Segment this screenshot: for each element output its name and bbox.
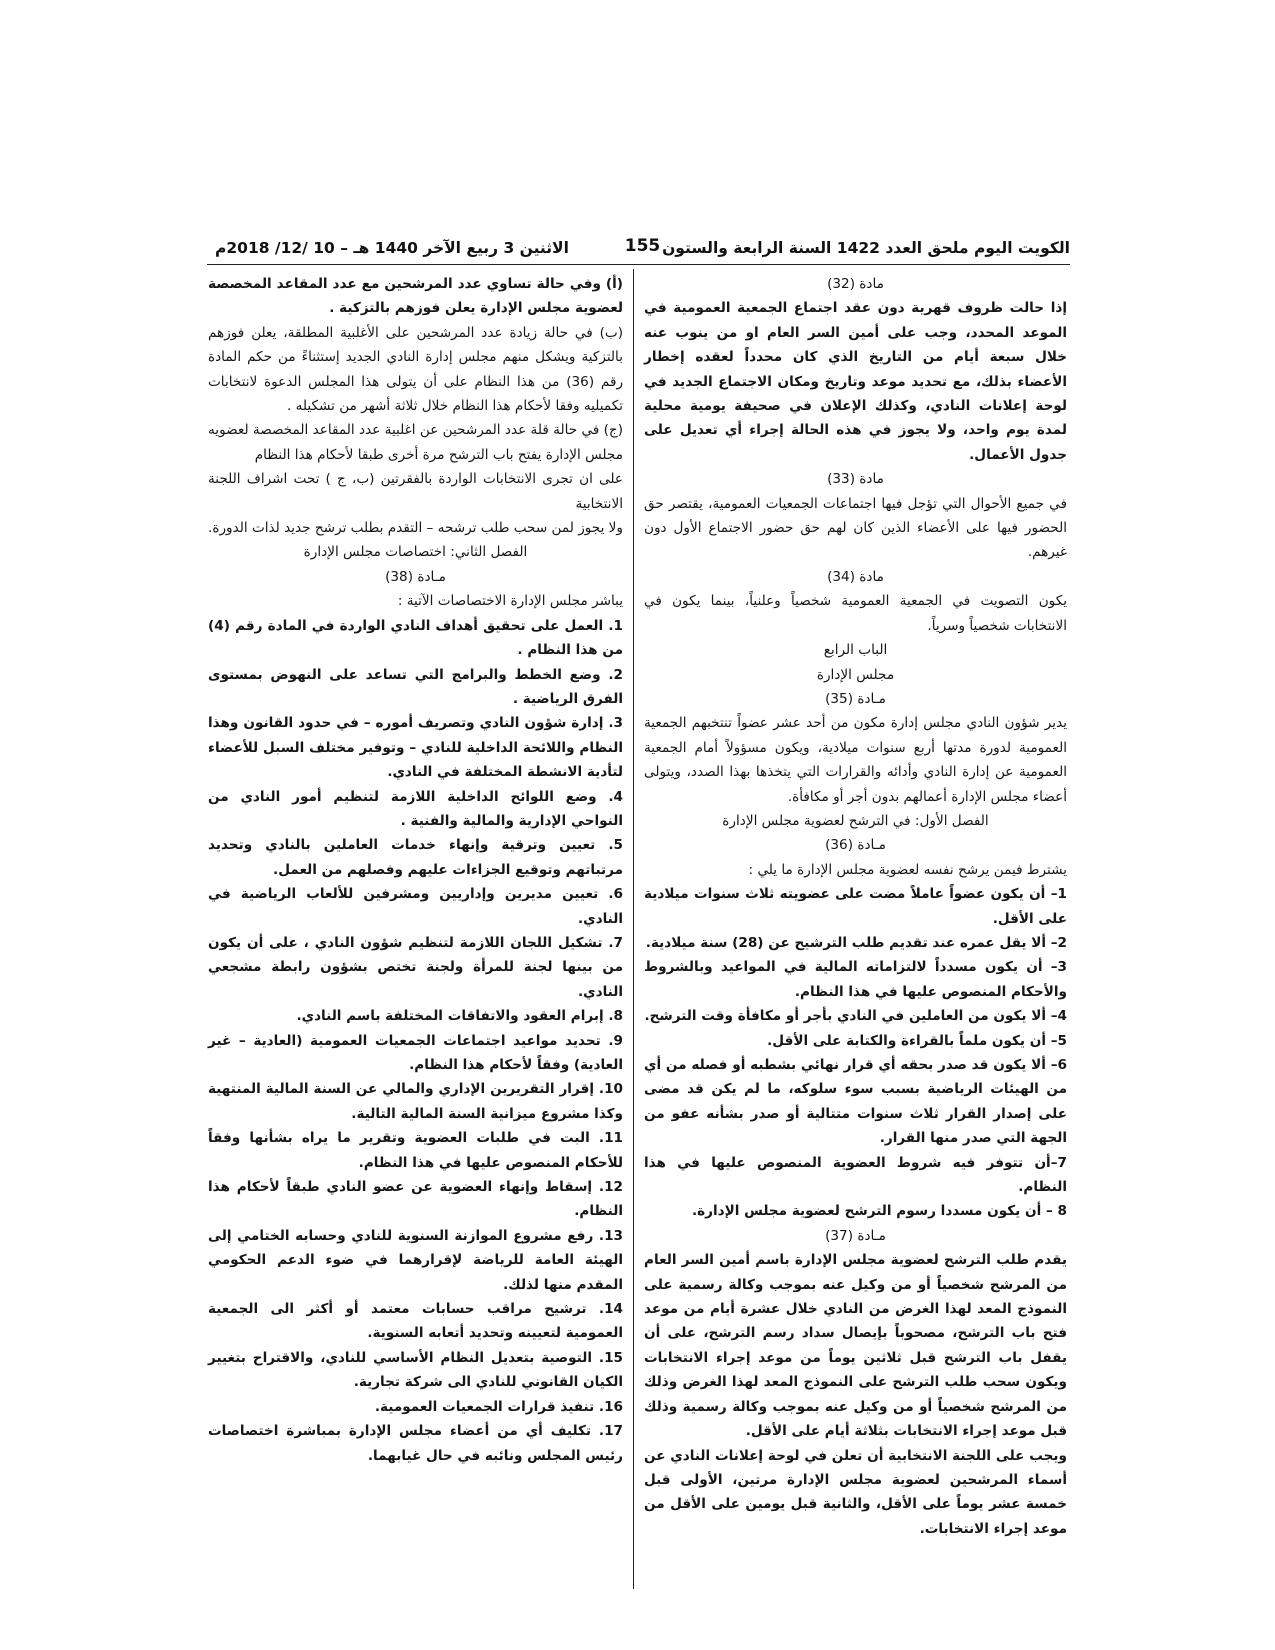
page-number: 155 bbox=[624, 236, 661, 256]
paragraph: يكون التصويت في الجمعية العمومية شخصياً وعلنياً، بينما يكون في الانتخابات شخصياً وسرياً. bbox=[644, 593, 1067, 634]
header-publication: الكويت اليوم ملحق العدد 1422 السنة الرابعة والستون bbox=[662, 239, 1070, 257]
paragraph: 4– ألا يكون من العاملين في النادي بأجر أو مكافأة وقت الترشح. bbox=[644, 1008, 1067, 1025]
paragraph: 10. إقرار التقريرين الإداري والمالي عن السنة المالية المنتهية وكذا مشروع ميزانية السنة المالية التالية. bbox=[208, 1081, 623, 1122]
paragraph: 8. إبرام العقود والاتفاقات المختلفة باسم النادي. bbox=[296, 1008, 623, 1025]
left-column bbox=[208, 272, 623, 1468]
paragraph: 17. تكليف أي من أعضاء مجلس الإدارة بمباشرة اختصاصات رئيس المجلس ونائبه في حال غيابهما. bbox=[208, 1423, 623, 1464]
section-heading: مـادة (38) bbox=[385, 568, 446, 585]
paragraph: 4. وضع اللوائح الداخلية اللازمة لتنظيم أمور النادي من النواحي الإدارية والمالية والفنية . bbox=[208, 788, 623, 829]
section-heading: مادة (34) bbox=[827, 568, 884, 585]
header-rule bbox=[207, 264, 1070, 265]
section-heading: مجلس الإدارة bbox=[816, 666, 895, 683]
paragraph: 2. وضع الخطط والبرامج التي تساعد على النهوض بمستوى الفرق الرياضية . bbox=[208, 666, 623, 707]
paragraph: 7. تشكيل اللجان اللازمة لتنظيم شؤون النادي ، على أن يكون من بينها لجنة للمرأة ولجنة تختص بشؤون رابطة مشجعي النادي. bbox=[208, 934, 623, 1000]
section-heading: مـادة (36) bbox=[825, 837, 886, 854]
section-heading: الفصل الأول: في الترشح لعضوية مجلس الإدارة bbox=[722, 812, 989, 829]
section-heading: مادة (33) bbox=[827, 471, 884, 488]
paragraph: 8 – أن يكون مسددا رسوم الترشح لعضوية مجلس الإدارة. bbox=[691, 1203, 1067, 1220]
paragraph: (أ) وفي حالة تساوي عدد المرشحين مع عدد المقاعد المخصصة لعضوية مجلس الإدارة يعلن فوزهم بالتزكية . bbox=[208, 276, 623, 317]
paragraph: (ب) في حالة زيادة عدد المرشحين على الأغلبية المطلقة، يعلن فوزهم بالتزكية ويشكل منهم مجلس إدارة النادي الجديد إستثناءً من حكم المادة رقم (36) من هذا النظام على أن يتولى هذا المجلس الدعوة لانتخابات تكميليه وفقا لأحكام هذا النظام خلال ثلاثة أشهر من تشكيله . bbox=[208, 324, 624, 415]
paragraph: في جميع الأحوال التي تؤجل فيها اجتماعات الجمعيات العمومية، يقتصر حق الحضور فيها على الأعضاء الذين كان لهم حق حضور الاجتماع الأول دون غيرهم. bbox=[644, 495, 1067, 561]
paragraph: 6. تعيين مديرين وإداريين ومشرفين للألعاب الرياضية في النادي. bbox=[208, 886, 623, 927]
paragraph: 5– أن يكون ملماً بالقراءة والكتابة على الأقل. bbox=[767, 1032, 1067, 1049]
paragraph: يقدم طلب الترشح لعضوية مجلس الإدارة باسم أمين السر العام من المرشح شخصياً أو من وكيل عنه بموجب وكالة رسمية على النموذج المعد لهذا الغرض من النادي خلال عشرة أيام من موعد فتح باب الترشح، مصحوباً بإيصال سداد رسم الترشح، على أن يقفل باب الترشح قبل ثلاثين يوماً من موعد إجراء الانتخابات ويكون سحب طلب الترشح على النموذج المعد لهذا الغرض وذلك من المرشح شخصياً أو من وكيل عنه بموجب وكالة رسمية وذلك قبل موعد إجراء الانتخابات بثلاثة أيام على الأقل. bbox=[644, 1252, 1067, 1440]
paragraph: (ج) في حالة قلة عدد المرشحين عن اغلبية عدد المقاعد المخصصة لعضويه مجلس الإدارة يفتح باب الترشح مرة أخرى طبقا لأحكام هذا النظام bbox=[208, 422, 623, 463]
section-heading: الباب الرابع bbox=[823, 642, 888, 659]
paragraph: يدير شؤون النادي مجلس إدارة مكون من أحد عشر عضواً تنتخبهم الجمعية العمومية لدورة مدتها أربع سنوات ميلادية، ويكون مسؤولاً أمام الجمعية العمومية عن إدارة النادي وأدائه والقرارات التي يتخذها بهذا الصدد، ويتولى أعضاء مجلس الإدارة أعمالهم بدون أجر أو مكافأة. bbox=[644, 715, 1067, 805]
paragraph: ويجب على اللجنة الانتخابية أن تعلن في لوحة إعلانات النادي عن أسماء المرشحين لعضوية مجلس الإدارة مرتين، الأولى قبل خمسة عشر يوماً على الأقل، والثانية قبل يومين على الأقل من موعد إجراء الانتخابات. bbox=[644, 1447, 1067, 1537]
paragraph: 3– أن يكون مسدداً لالتزاماته المالية في المواعيد وبالشروط والأحكام المنصوص عليها في هذا النظام. bbox=[644, 959, 1067, 1000]
paragraph: 3. إدارة شؤون النادي وتصريف أموره – في حدود القانون وهذا النظام واللائحة الداخلية للنادي – وتوفير مختلف السبل للأعضاء لتأدية الانشطة المختلفة في النادي. bbox=[208, 715, 623, 781]
section-heading: مـادة (37) bbox=[825, 1227, 886, 1244]
right-column bbox=[644, 272, 1067, 1541]
paragraph: إذا حالت ظروف قهرية دون عقد اجتماع الجمعية العمومية في الموعد المحدد، وجب على أمين السر العام او من ينوب عنه خلال سبعة أيام من التاريخ الذي كان محدداً لعقده إخطار الأعضاء بذلك، مع تحديد موعد وتاريخ ومكان الاجتماع الجديد في لوحة إعلانات النادي، وكذلك الإعلان في صحيفة يومية محلية لمدة يوم واحد، ولا يجوز في هذه الحالة إجراء أي تعديل على جدول الأعمال. bbox=[644, 300, 1067, 463]
paragraph: يباشر مجلس الإدارة الاختصاصات الآتية : bbox=[397, 593, 623, 610]
paragraph: 5. تعيين وترقية وإنهاء خدمات العاملين بالنادي وتحديد مرتباتهم وتوقيع الجزاءات عليهم وفصلهم من العمل. bbox=[208, 837, 623, 878]
paragraph: 9. تحديد مواعيد اجتماعات الجمعيات العمومية (العادية – غير العادية) وفقاً لأحكام هذا النظام. bbox=[208, 1032, 623, 1073]
page-header bbox=[215, 234, 1070, 264]
paragraph: 7–أن تتوفر فيه شروط العضوية المنصوص عليها في هذا النظام. bbox=[644, 1154, 1067, 1196]
paragraph: 14. ترشيح مراقب حسابات معتمد أو أكثر الى الجمعية العمومية لتعيينه وتحديد أتعابه السنوية. bbox=[208, 1301, 623, 1342]
paragraph: 15. التوصية بتعديل النظام الأساسي للنادي، والاقتراح بتغيير الكيان القانوني للنادي الى شركة تجارية. bbox=[208, 1349, 623, 1391]
section-heading: الفصل الثاني: اختصاصات مجلس الإدارة bbox=[303, 544, 528, 561]
section-heading: مـادة (35) bbox=[825, 690, 886, 707]
paragraph: يشترط فيمن يرشح نفسه لعضوية مجلس الإدارة ما يلي : bbox=[748, 861, 1067, 878]
paragraph: على ان تجرى الانتخابات الواردة بالفقرتين (ب، ج ) تحت اشراف اللجنة الانتخابية bbox=[208, 471, 623, 512]
paragraph: 11. البت في طلبات العضوية وتقرير ما يراه بشأنها وفقاً للأحكام المنصوص عليها في هذا النظام. bbox=[208, 1130, 623, 1171]
column-divider bbox=[633, 269, 634, 1589]
header-date: الاثنين 3 ربيع الآخر 1440 هـ – 10 /12/ 2018م bbox=[215, 239, 569, 257]
paragraph: 16. تنفيذ قرارات الجمعيات العمومية. bbox=[374, 1398, 623, 1415]
paragraph: 1– أن يكون عضواً عاملاً مضت على عضويته ثلاث سنوات ميلادية على الأقل. bbox=[644, 886, 1067, 927]
paragraph: 1. العمل على تحقيق أهداف النادي الواردة في المادة رقم (4) من هذا النظام . bbox=[208, 617, 623, 659]
paragraph: ولا يجوز لمن سحب طلب ترشحه – التقدم بطلب ترشح جديد لذات الدورة. bbox=[208, 520, 623, 537]
paragraph: 6– ألا يكون قد صدر بحقه أي قرار نهائي بشطبه أو فصله من أي من الهيئات الرياضية بسبب سوء سلوكه، ما لم يكن قد مضى على إصدار القرار ثلاث سنوات متتالية أو صدر بشأنه عفو من الجهة التي صدر منها القرار. bbox=[644, 1057, 1067, 1147]
section-heading: مادة (32) bbox=[827, 276, 884, 292]
paragraph: 12. إسقاط وإنهاء العضوية عن عضو النادي طبقاً لأحكام هذا النظام. bbox=[208, 1179, 623, 1220]
paragraph: 13. رفع مشروع الموازنة السنوية للنادي وحسابه الختامي إلى الهيئة العامة للرياضة لإقرارهما في ضوء الدعم الحكومي المقدم منها لذلك. bbox=[208, 1227, 623, 1293]
paragraph: 2– ألا يقل عمره عند تقديم طلب الترشيح عن (28) سنة ميلادية. bbox=[645, 934, 1067, 951]
